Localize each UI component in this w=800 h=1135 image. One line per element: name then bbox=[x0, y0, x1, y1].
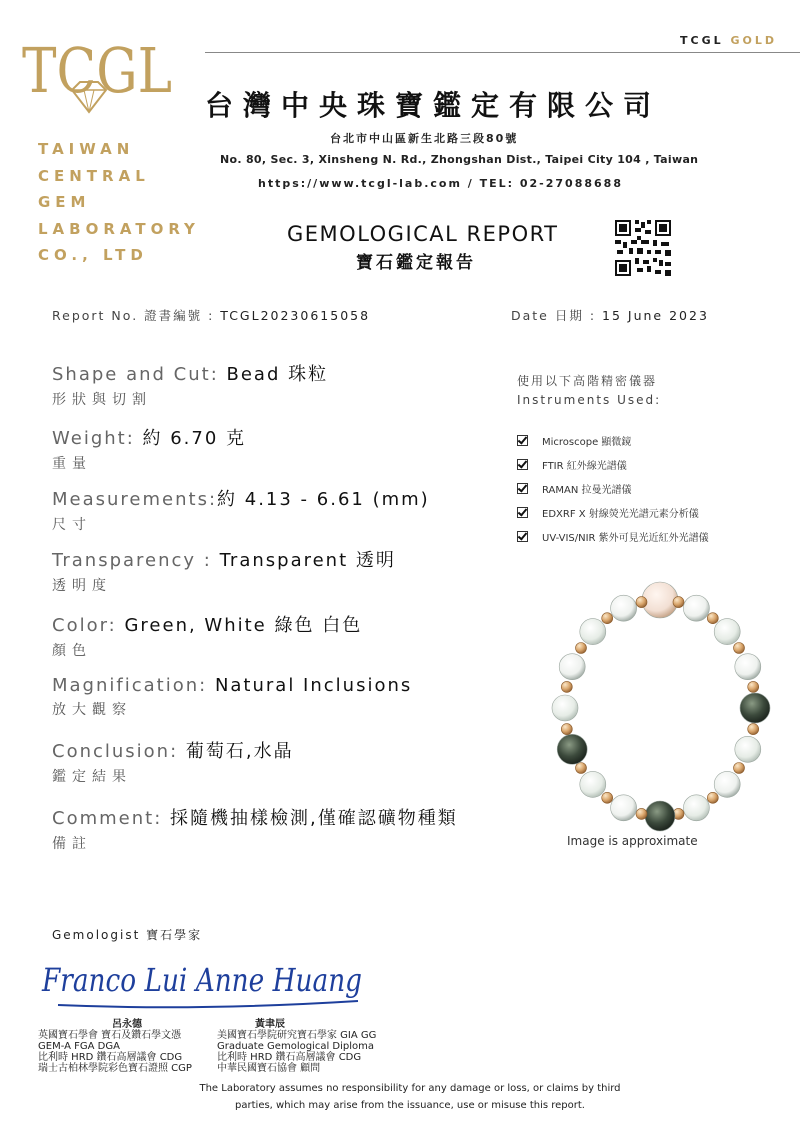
qr-code-icon[interactable] bbox=[615, 220, 671, 276]
credential-line: 英國寶石學會 寶石及鑽石學文憑 bbox=[38, 1030, 182, 1041]
gold-spacer-bead bbox=[707, 792, 718, 803]
web-tel: https://www.tcgl-lab.com / TEL: 02-27088688 bbox=[258, 177, 623, 190]
field-label-zh: 重量 bbox=[52, 456, 92, 472]
credential-line: GEM-A FGA DGA bbox=[38, 1041, 120, 1052]
credential-line: 比利時 HRD 鑽石高層議會 CDG bbox=[217, 1052, 362, 1063]
company-name-zh: 台灣中央珠寶鑑定有限公司 bbox=[205, 89, 662, 122]
field-label: Comment: bbox=[52, 808, 170, 829]
disclaimer: The Laboratory assumes no responsibility for any damage or loss, or claims by third parties, which may arise from the issuance, use or misuse this report. bbox=[199, 1083, 621, 1111]
field-value: Bead 珠粒 bbox=[226, 364, 329, 385]
field-shape-cut bbox=[52, 360, 328, 409]
field-value: Natural Inclusions bbox=[214, 675, 413, 696]
report-number-value: TCGL20230615058 bbox=[220, 308, 371, 323]
gemologist-credentials bbox=[217, 1030, 376, 1074]
gold-spacer-bead bbox=[576, 643, 587, 654]
checkbox-checked-icon bbox=[517, 483, 528, 494]
instrument-label: EDXRF X 射線熒光光譜元素分析儀 bbox=[542, 508, 699, 520]
header-rule bbox=[205, 52, 800, 53]
field-value: 採隨機抽樣檢測,僅確認礦物種類 bbox=[169, 808, 458, 829]
field-label: Shape and Cut: bbox=[52, 364, 227, 385]
gold-spacer-bead bbox=[748, 681, 759, 692]
field-label: Measurements: bbox=[52, 489, 218, 510]
report-date bbox=[511, 306, 709, 324]
address-en: No. 80, Sec. 3, Xinsheng N. Rd., Zhongshan Dist., Taipei City 104 , Taiwan bbox=[220, 153, 699, 166]
field-label-zh: 顏色 bbox=[52, 643, 92, 659]
credential-line: Graduate Gemological Diploma bbox=[217, 1041, 375, 1052]
white-bead bbox=[683, 595, 709, 621]
credential-line: 瑞士古柏林學院彩色寶石證照 CGP bbox=[38, 1063, 192, 1074]
report-date-value: 15 June 2023 bbox=[602, 308, 709, 323]
instrument-item bbox=[517, 452, 709, 476]
gold-spacer-bead bbox=[734, 643, 745, 654]
field-label: Color: bbox=[52, 615, 125, 636]
logo-text: TCGL bbox=[22, 34, 172, 107]
white-bead bbox=[580, 619, 606, 645]
report-title: GEMOLOGICAL REPORT bbox=[287, 222, 559, 246]
gold-spacer-bead bbox=[636, 808, 647, 819]
lab-name-line: CO., LTD bbox=[38, 246, 148, 264]
gold-spacer-bead bbox=[576, 763, 587, 774]
field-value: 約 6.70 克 bbox=[142, 428, 247, 449]
field-label: Weight: bbox=[52, 428, 143, 449]
gold-spacer-bead bbox=[636, 597, 647, 608]
instrument-item bbox=[517, 428, 709, 452]
white-bead bbox=[714, 771, 740, 797]
field-conclusion bbox=[52, 737, 294, 786]
field-label-zh: 尺寸 bbox=[52, 517, 92, 533]
signature bbox=[38, 945, 378, 1015]
bracelet-image bbox=[545, 580, 775, 830]
instrument-label: Microscope 顯微鏡 bbox=[542, 436, 632, 448]
white-bead bbox=[683, 795, 709, 821]
green-bead bbox=[645, 801, 675, 831]
gemologist-name: 呂永德 bbox=[112, 1019, 142, 1030]
tcgl-logo bbox=[22, 24, 182, 124]
green-bead bbox=[557, 734, 587, 764]
field-value: Transparent 透明 bbox=[219, 550, 396, 571]
instrument-item bbox=[517, 500, 709, 524]
report-number-label: Report No. 證書編號 : bbox=[52, 308, 221, 323]
credential-line: 中華民國寶石協會 顧問 bbox=[217, 1063, 321, 1074]
instruments-heading-zh: 使用以下高階精密儀器 bbox=[517, 374, 658, 388]
white-bead bbox=[735, 654, 761, 680]
gold-spacer-bead bbox=[707, 613, 718, 624]
instruments-heading bbox=[517, 372, 661, 410]
brand-tag-prefix: TCGL bbox=[680, 34, 724, 47]
white-bead bbox=[642, 582, 678, 618]
field-label-zh: 放大觀察 bbox=[52, 702, 132, 718]
report-number bbox=[52, 306, 370, 324]
field-label: Magnification: bbox=[52, 675, 215, 696]
lab-name-en bbox=[38, 136, 200, 269]
field-value: Green, White 綠色 白色 bbox=[124, 615, 363, 636]
instruments-heading-en: Instruments Used: bbox=[517, 393, 662, 407]
checkbox-checked-icon bbox=[517, 507, 528, 518]
instrument-label: FTIR 紅外線光譜儀 bbox=[542, 460, 627, 472]
lab-name-line: TAIWAN bbox=[38, 140, 135, 158]
field-measurements bbox=[52, 485, 430, 534]
white-bead bbox=[611, 795, 637, 821]
field-label-zh: 備註 bbox=[52, 836, 92, 852]
field-label-zh: 透明度 bbox=[52, 578, 112, 594]
report-date-label: Date 日期 : bbox=[511, 308, 603, 323]
checkbox-checked-icon bbox=[517, 531, 528, 542]
gold-spacer-bead bbox=[748, 724, 759, 735]
field-color bbox=[52, 611, 362, 660]
brand-tag bbox=[680, 34, 777, 47]
field-value: 約 4.13 - 6.61 (mm) bbox=[217, 489, 430, 510]
gemologist-credentials bbox=[38, 1030, 192, 1074]
field-comment bbox=[52, 804, 458, 853]
gemologist-heading: Gemologist 寶石學家 bbox=[52, 928, 203, 942]
field-label-zh: 鑑定結果 bbox=[52, 769, 132, 785]
image-caption: Image is approximate bbox=[567, 834, 698, 848]
lab-name-line: CENTRAL bbox=[38, 166, 150, 185]
gold-spacer-bead bbox=[734, 763, 745, 774]
instrument-label: RAMAN 拉曼光譜儀 bbox=[542, 484, 632, 496]
field-label: Transparency : bbox=[52, 550, 220, 571]
credential-line: 美國寶石學院研究寶石學家 GIA GG bbox=[217, 1030, 377, 1041]
gold-spacer-bead bbox=[602, 792, 613, 803]
white-bead bbox=[611, 595, 637, 621]
lab-name-line: LABORATORY bbox=[38, 219, 200, 238]
gold-spacer-bead bbox=[561, 681, 572, 692]
field-label: Conclusion: bbox=[52, 741, 186, 762]
checkbox-checked-icon bbox=[517, 459, 528, 470]
field-value: 葡萄石,水晶 bbox=[185, 741, 294, 762]
field-transparency bbox=[52, 546, 396, 595]
address-zh: 台北市中山區新生北路三段80號 bbox=[330, 132, 519, 145]
gold-spacer-bead bbox=[602, 613, 613, 624]
gemologist-name: 黃聿辰 bbox=[255, 1019, 285, 1030]
white-bead bbox=[552, 695, 578, 721]
field-weight bbox=[52, 424, 246, 473]
instruments-list bbox=[517, 428, 709, 548]
gold-spacer-bead bbox=[561, 724, 572, 735]
report-title-zh: 寶石鑑定報告 bbox=[356, 253, 476, 273]
instrument-item bbox=[517, 476, 709, 500]
green-bead bbox=[740, 693, 770, 723]
white-bead bbox=[714, 619, 740, 645]
gold-spacer-bead bbox=[673, 597, 684, 608]
field-magnification bbox=[52, 675, 412, 719]
brand-tag-suffix: GOLD bbox=[730, 34, 777, 47]
field-label-zh: 形狀與切割 bbox=[52, 392, 152, 408]
white-bead bbox=[559, 654, 585, 680]
checkbox-checked-icon bbox=[517, 435, 528, 446]
white-bead bbox=[580, 771, 606, 797]
white-bead bbox=[735, 736, 761, 762]
signature-text: Franco Lui Anne Huang bbox=[41, 961, 362, 999]
lab-name-line: GEM bbox=[38, 193, 91, 211]
instrument-item bbox=[517, 524, 709, 548]
credential-line: 比利時 HRD 鑽石高層議會 CDG bbox=[38, 1052, 183, 1063]
instrument-label: UV-VIS/NIR 紫外可見光近紅外光譜儀 bbox=[542, 532, 709, 544]
